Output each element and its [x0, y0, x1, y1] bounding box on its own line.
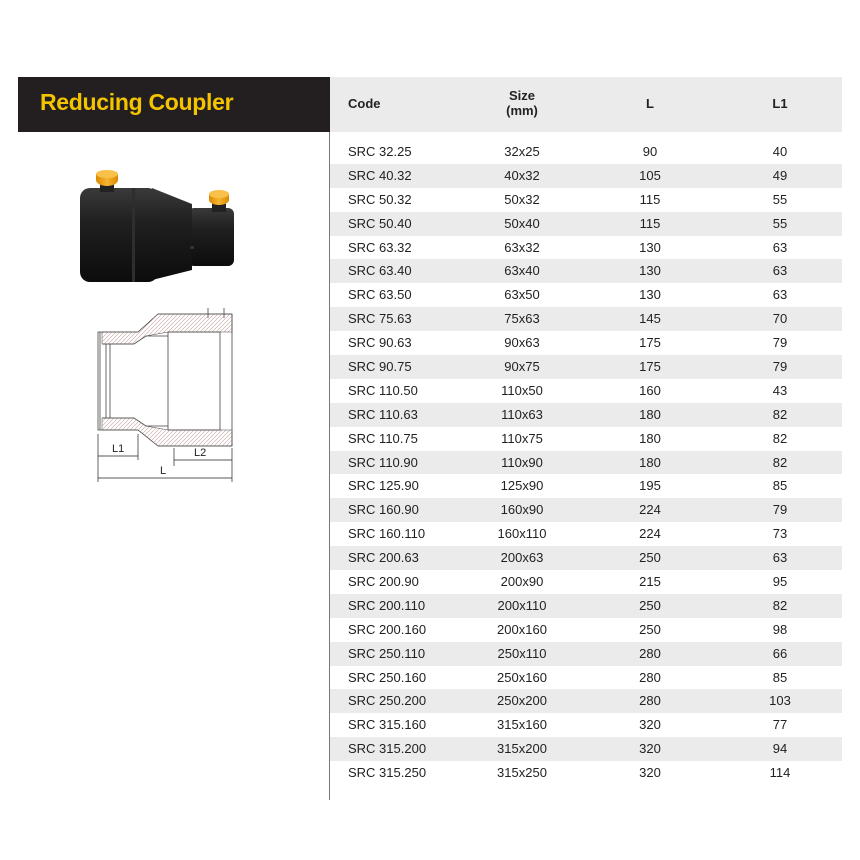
cell-l1: 40	[772, 144, 788, 159]
cell-size: 110x75	[501, 430, 543, 446]
cell-l1: 63	[772, 239, 788, 255]
table-row	[330, 474, 842, 498]
cell-size: 160x90	[500, 502, 544, 518]
dimension-label-l1: L1	[112, 443, 125, 455]
technical-drawing	[90, 298, 250, 488]
cell-l: 320	[639, 717, 661, 733]
cell-l1: 82	[772, 406, 788, 422]
cell-l: 180	[639, 406, 661, 422]
table-row	[330, 618, 842, 642]
cell-l1: 55	[772, 215, 788, 231]
table-row	[330, 546, 842, 570]
cell-l1: 73	[772, 526, 788, 542]
cell-l1: 79	[772, 335, 788, 351]
cell-l: 180	[639, 430, 661, 446]
cell-l: 175	[639, 335, 661, 351]
cell-size: 50x40	[504, 215, 540, 231]
cell-size: 40x32	[504, 167, 540, 183]
table-row	[330, 355, 842, 379]
cell-size: 250x200	[497, 693, 547, 709]
dimension-label-l: L	[160, 465, 167, 477]
table-row	[330, 212, 842, 236]
cell-code: SRC 250.110	[348, 645, 426, 661]
cell-l: 224	[639, 502, 661, 518]
table-body	[330, 140, 842, 785]
cell-l: 130	[639, 263, 661, 279]
table-row	[330, 403, 842, 427]
title-bar	[18, 77, 330, 132]
cell-code: SRC 40.32	[348, 167, 412, 183]
table-row	[330, 498, 842, 522]
cell-l: 195	[639, 478, 661, 494]
cell-l1: 85	[772, 669, 788, 685]
cell-l1: 82	[772, 430, 788, 446]
cell-size: 50x32	[504, 191, 540, 207]
table-row	[330, 427, 842, 451]
cell-l: 90	[642, 144, 658, 159]
cell-l1: 98	[772, 621, 788, 637]
table-row	[330, 522, 842, 546]
cell-size: 110x63	[501, 406, 543, 422]
cell-l: 160	[639, 382, 661, 398]
cell-size: 200x160	[497, 621, 547, 637]
cell-l1: 82	[772, 597, 788, 613]
cell-l1: 114	[769, 765, 791, 781]
cell-code: SRC 90.63	[348, 335, 412, 351]
cell-l: 280	[639, 693, 661, 709]
table-row	[330, 307, 842, 331]
cell-size: 110x90	[501, 454, 543, 470]
column-header-code: Code	[348, 96, 381, 111]
cell-l1: 49	[772, 167, 788, 183]
cell-l: 224	[639, 526, 661, 542]
cell-size: 63x50	[504, 287, 540, 303]
cell-code: SRC 63.50	[348, 287, 412, 303]
table-row	[330, 642, 842, 666]
cell-l1: 103	[769, 693, 791, 709]
svg-text:≡: ≡	[190, 245, 195, 252]
cell-size: 200x90	[500, 574, 544, 590]
cell-size: 75x63	[504, 311, 540, 327]
cell-code: SRC 90.75	[348, 359, 412, 375]
cell-code: SRC 315.200	[348, 741, 427, 757]
cell-l: 215	[639, 574, 661, 590]
cell-l: 115	[639, 191, 661, 207]
table-row	[330, 594, 842, 618]
cell-size: 90x63	[504, 335, 540, 351]
table-row	[330, 570, 842, 594]
cell-l: 130	[639, 239, 661, 255]
column-header-l: L	[646, 96, 654, 111]
cell-code: SRC 50.40	[348, 215, 412, 231]
cell-l1: 77	[772, 717, 788, 733]
cell-l1: 70	[772, 311, 788, 327]
cell-l: 175	[639, 359, 661, 375]
cell-size: 32x25	[504, 144, 540, 159]
table-row	[330, 259, 842, 283]
cell-l1: 55	[772, 191, 788, 207]
cell-size: 90x75	[504, 359, 540, 375]
cell-code: SRC 200.90	[348, 574, 419, 590]
table-row	[330, 451, 842, 475]
cell-l1: 63	[772, 287, 788, 303]
column-header-size-label: Size	[508, 88, 535, 103]
cell-l: 145	[639, 311, 661, 327]
table-row	[330, 761, 842, 785]
cell-size: 250x110	[497, 645, 547, 661]
table-row	[330, 689, 842, 713]
cell-code: SRC 125.90	[348, 478, 419, 494]
column-header-size	[480, 88, 564, 118]
cell-code: SRC 160.110	[348, 526, 426, 542]
column-header-l1: L1	[772, 96, 788, 111]
cell-size: 63x32	[504, 239, 540, 255]
dimension-label-l2: L2	[194, 447, 207, 459]
table-row	[330, 713, 842, 737]
product-photo	[70, 170, 250, 290]
cell-l: 250	[639, 597, 661, 613]
cell-l: 180	[639, 454, 661, 470]
table-row	[330, 188, 842, 212]
cell-code: SRC 250.160	[348, 669, 427, 685]
table-row	[330, 379, 842, 403]
cell-code: SRC 315.160	[348, 717, 427, 733]
table-row	[330, 140, 842, 164]
cell-code: SRC 110.75	[348, 430, 418, 446]
page-title: Reducing Coupler	[40, 89, 234, 115]
cell-size: 315x200	[497, 741, 547, 757]
cell-code: SRC 110.90	[348, 454, 418, 470]
table-row	[330, 164, 842, 188]
cell-l: 115	[639, 215, 661, 231]
cell-l: 280	[639, 645, 661, 661]
table-row	[330, 737, 842, 761]
cell-l: 250	[639, 621, 661, 637]
cell-size: 250x160	[497, 669, 547, 685]
cell-code: SRC 63.40	[348, 263, 412, 279]
cell-l1: 85	[772, 478, 788, 494]
cell-size: 315x250	[497, 765, 547, 781]
cell-l: 105	[639, 167, 661, 183]
cell-l: 130	[639, 287, 661, 303]
cell-l: 280	[639, 669, 661, 685]
cell-code: SRC 160.90	[348, 502, 419, 518]
cell-l1: 79	[772, 502, 788, 518]
cell-size: 110x50	[501, 382, 543, 398]
cell-l1: 82	[772, 454, 788, 470]
cell-l: 320	[639, 765, 661, 781]
cell-size: 200x110	[497, 597, 547, 613]
cell-size: 63x40	[504, 263, 540, 279]
table-row	[330, 236, 842, 260]
cell-code: SRC 63.32	[348, 239, 412, 255]
cell-code: SRC 200.160	[348, 621, 427, 637]
cell-l1: 66	[772, 645, 788, 661]
cell-code: SRC 250.200	[348, 693, 427, 709]
cell-code: SRC 200.63	[348, 550, 419, 566]
cell-l: 250	[639, 550, 661, 566]
table-row	[330, 331, 842, 355]
cell-l1: 63	[772, 550, 788, 566]
table-row	[330, 666, 842, 690]
cell-code: SRC 75.63	[348, 311, 412, 327]
cell-l1: 79	[772, 359, 788, 375]
cell-code: SRC 200.110	[348, 597, 426, 613]
cell-size: 160x110	[497, 526, 547, 542]
cell-code: SRC 315.250	[348, 765, 427, 781]
cell-size: 125x90	[500, 478, 544, 494]
column-header-size-unit: (mm)	[506, 103, 538, 118]
cell-size: 200x63	[500, 550, 544, 566]
cell-code: SRC 32.25	[348, 144, 412, 159]
table-row	[330, 283, 842, 307]
cell-l1: 94	[772, 741, 788, 757]
cell-l: 320	[639, 741, 661, 757]
cell-l1: 43	[772, 382, 788, 398]
cell-code: SRC 110.63	[348, 406, 418, 422]
cell-code: SRC 50.32	[348, 191, 412, 207]
cell-l1: 63	[772, 263, 788, 279]
cell-code: SRC 110.50	[348, 382, 418, 398]
cell-size: 315x160	[497, 717, 547, 733]
cell-l1: 95	[772, 574, 788, 590]
